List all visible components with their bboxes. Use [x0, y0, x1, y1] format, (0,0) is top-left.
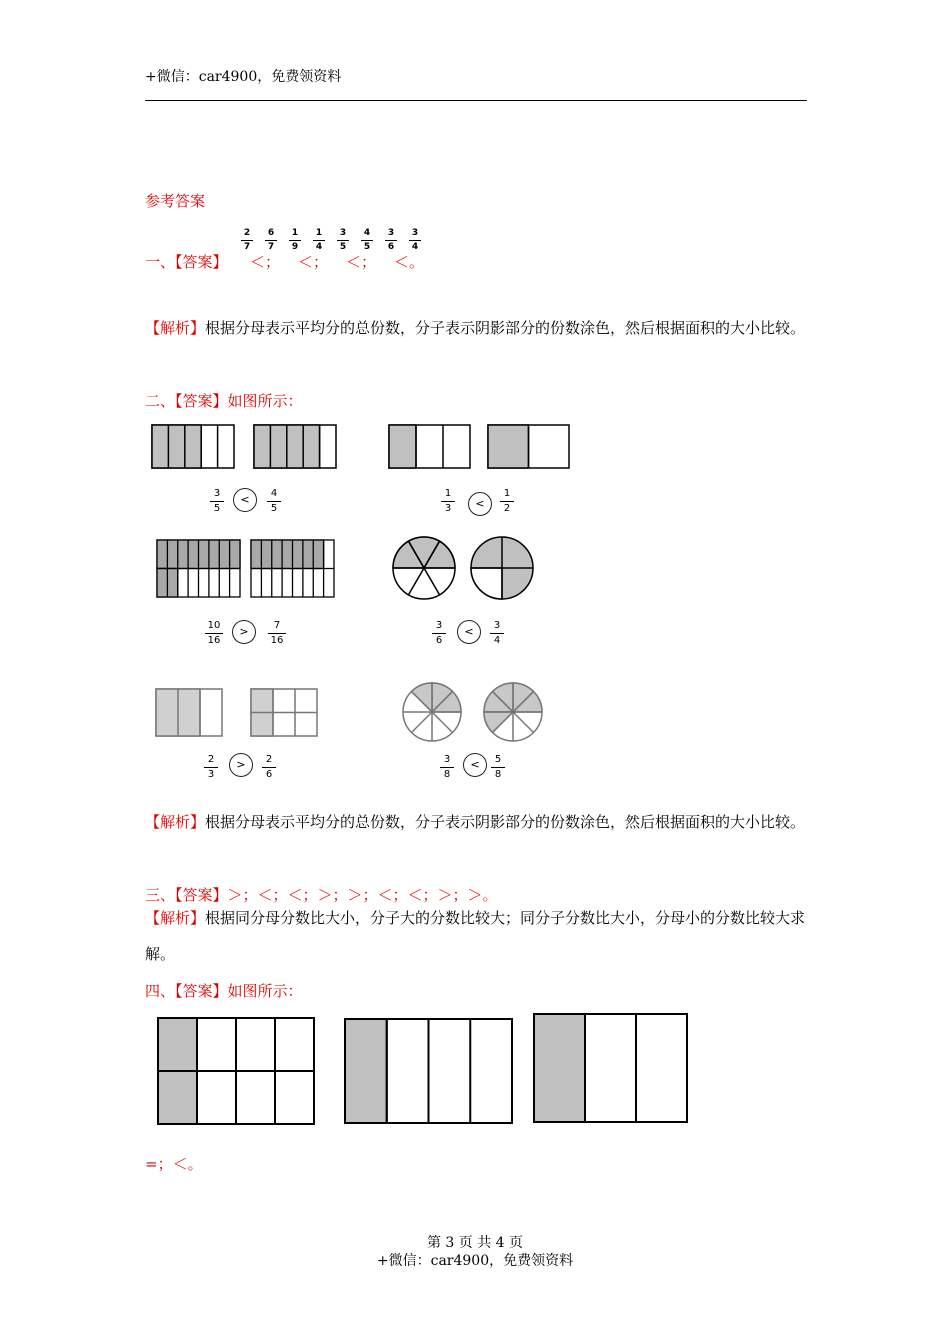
comparison-sign: < — [463, 753, 487, 777]
analysis-text: 根据分母表示平均分的总份数，分子表示阴影部分的份数涂色，然后根据面积的大小比较。 — [205, 319, 806, 337]
answer-title: 参考答案 — [145, 192, 206, 210]
comparison-sign: > — [229, 753, 253, 777]
q1-sign: ＜； — [250, 253, 281, 271]
comparison-left-fraction: 3 8 — [440, 754, 454, 781]
analysis-label: 【解析】 — [145, 319, 206, 337]
comparison-left-fraction: 2 3 — [204, 754, 218, 781]
analysis-label: 【解析】 — [145, 813, 206, 831]
comparison-right-fraction: 1 2 — [500, 488, 514, 515]
analysis-text: 根据分母表示平均分的总份数，分子表示阴影部分的份数涂色，然后根据面积的大小比较。 — [205, 813, 806, 831]
q4-text: 如图所示： — [227, 982, 303, 1000]
q1-fraction: 2 7 — [240, 228, 254, 253]
analysis-text: 根据同分母分数比大小，分子大的分数比较大；同分子分数比大小，分母小的分数比较大求解。 — [145, 909, 806, 963]
comparison-sign: < — [233, 488, 257, 512]
q1-fraction: 4 5 — [360, 228, 374, 253]
q1-fraction: 1 4 — [312, 228, 326, 253]
q1-sign: ＜； — [346, 253, 377, 271]
comparison-right-fraction: 5 8 — [491, 754, 505, 781]
comparison-right-fraction: 7 16 — [268, 620, 286, 647]
rect-one-third-large — [534, 1014, 687, 1122]
q4-label: 四、【答案】 — [145, 982, 228, 1000]
q1-fraction: 1 9 — [288, 228, 302, 253]
comparison-left-fraction: 3 6 — [432, 620, 446, 647]
q1-fraction: 6 7 — [264, 228, 278, 253]
comparison-right-fraction: 3 4 — [490, 620, 504, 647]
q2-text: 如图所示： — [227, 392, 303, 410]
page-number: 第 3 页 共 4 页 — [426, 1235, 524, 1251]
comparison-sign: < — [457, 620, 481, 644]
comparison-left-fraction: 10 16 — [205, 620, 223, 647]
q3-label: 三、【答案】 — [145, 886, 228, 904]
q2-label: 二、【答案】 — [145, 392, 228, 410]
q1-sign: ＜； — [298, 253, 329, 271]
q1-fraction: 3 6 — [384, 228, 398, 253]
q1-fraction: 3 4 — [408, 228, 422, 253]
q1-label: 一、【答案】 — [145, 253, 228, 271]
comparison-right-fraction: 4 5 — [267, 488, 281, 515]
analysis-label: 【解析】 — [145, 909, 206, 927]
grid-two-eighths — [158, 1018, 314, 1124]
comparison-left-fraction: 3 5 — [210, 488, 224, 515]
q3-text: ＞；＜；＜；＞；＞；＜；＜；＞；＞。 — [227, 886, 498, 904]
comparison-sign: < — [468, 492, 492, 516]
comparison-right-fraction: 2 6 — [262, 754, 276, 781]
q1-sign: ＜。 — [394, 253, 425, 271]
header-text: +微信：car4900，免费领资料 — [145, 69, 342, 85]
q1-fraction: 3 5 — [336, 228, 350, 253]
footer-text: +微信：car4900，免费领资料 — [376, 1253, 574, 1269]
comparison-sign: > — [232, 620, 256, 644]
rect-one-fourth — [345, 1019, 512, 1123]
comparison-left-fraction: 1 3 — [441, 488, 455, 515]
q4-result: =；＜。 — [145, 1155, 203, 1173]
